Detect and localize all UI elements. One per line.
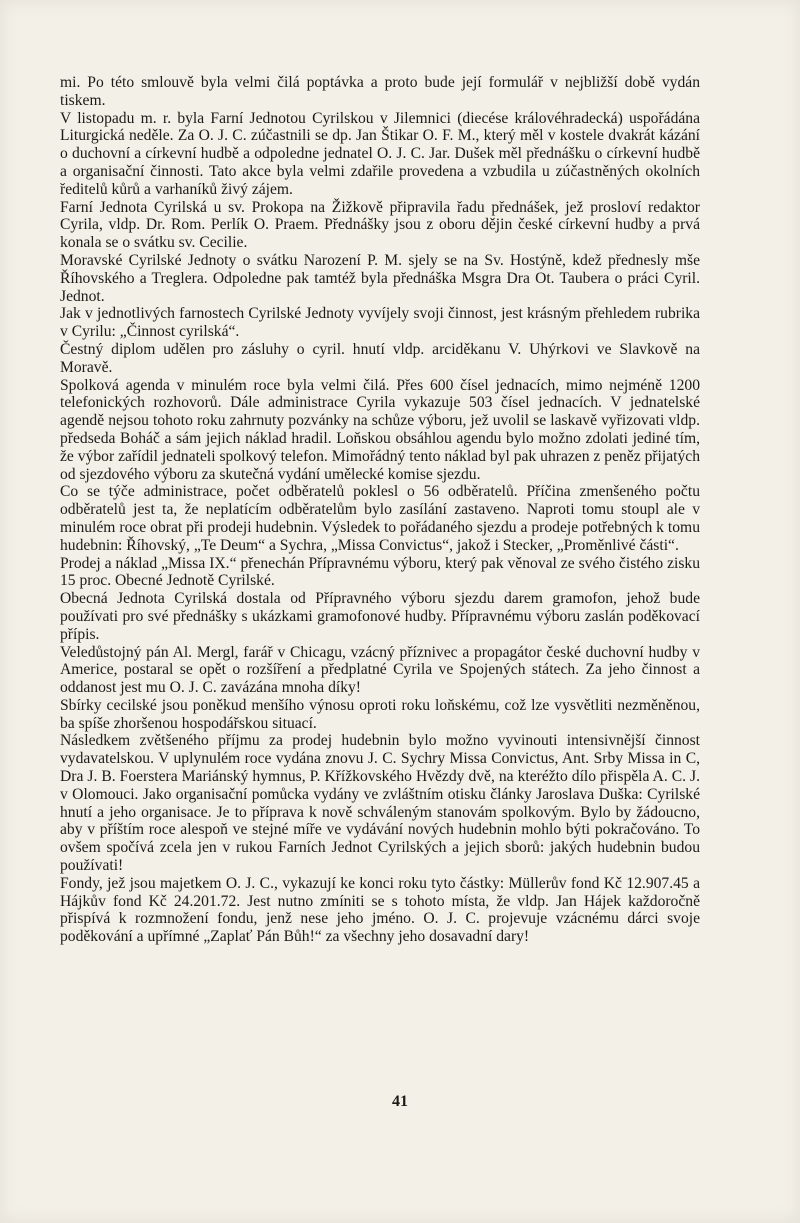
paragraph: Sbírky cecilské jsou poněkud menšího výnosu oproti roku loňskému, což lze vysvětliti nezměněnou, ba spíše zhoršenou hospodářskou situací. [60, 696, 700, 732]
paragraph: Obecná Jednota Cyrilská dostala od Přípravného výboru sjezdu darem gramofon, jehož bude používati pro své přednášky s ukázkami gramofonové hudby. Přípravnému výboru zaslán poděkovací přípis. [60, 590, 700, 643]
paragraph: mi. Po této smlouvě byla velmi čilá poptávka a proto bude její formulář v nejbližší době vydán tiskem. [60, 74, 700, 109]
paragraph: Spolková agenda v minulém roce byla velmi čilá. Přes 600 čísel jednacích, mimo nejméně 1200 telefonických rozhovorů. Dále administrace Cyrila vykazuje 503 čísel jednacích. V jednatelské agendě nejsou tohoto roku zahrnuty pozvánky na schůze výboru, jež uvolil se laskavě vyřizovati vldp. předseda Boháč a sám jejich náklad hradil. Loňskou obsáhlou agendu bylo možno zdolati jediné tím, že výbor zařídil jednateli spolkový telefon. Mimořádný tento náklad byl pak uhrazen z peněz přijatých od sjezdového výboru za skutečná vydání umělecké komise sjezdu. [60, 376, 700, 483]
paragraph: Co se týče administrace, počet odběratelů poklesl o 56 odběratelů. Příčina zmenšeného počtu odběratelů jest ta, že neplatícím odběratelům bylo zasílání zastaveno. Naproti tomu stoupl ale v minulém roce obrat při prodeji hudebnin. Výsledek to pořádaného sjezdu a prodeje potřebných k tomu hudebnin: Říhovský, „Te Deum“ a Sychra, „Missa Convictus“, jakož i Stecker, „Proměnlivé části“. [60, 483, 700, 554]
paragraph: Farní Jednota Cyrilská u sv. Prokopa na Žižkově připravila řadu přednášek, jež prosloví redaktor Cyrila, vldp. Dr. Rom. Perlík O. Praem. Přednášky jsou z oboru dějin české církevní hudby a prvá konala se o svátku sv. Cecilie. [60, 198, 700, 252]
paragraph: Fondy, jež jsou majetkem O. J. C., vykazují ke konci roku tyto částky: Müllerův fond Kč 12.907.45 a Hájkův fond Kč 24.201.72. Jest nutno zmíniti se s tohoto místa, že vldp. Jan Hájek každoročně přispívá k rozmnožení fondu, jenž nese jeho jméno. O. J. C. projevuje vzácnému dárci svoje poděkování a upřímné „Zaplať Pán Bůh!“ za všechny jeho dosavadní dary! [60, 874, 700, 946]
body-text [60, 74, 700, 946]
paragraph: Čestný diplom udělen pro zásluhy o cyril. hnutí vldp. arciděkanu V. Uhýrkovi ve Slavkově na Moravě. [60, 340, 700, 376]
paragraph: V listopadu m. r. byla Farní Jednotou Cyrilskou v Jilemnici (diecése královéhradecká) uspořádána Liturgická neděle. Za O. J. C. zúčastnili se dp. Jan Štikar O. F. M., který měl v kostele dvakrát kázání o duchovní a církevní hudbě a odpoledne jednatel O. J. C. Jar. Dušek měl přednášku o církevní hudbě a organisační činnosti. Tato akce byla velmi zdařile provedena a vzbudila u zúčastněných okolních ředitelů kůrů a varhaníků živý zájem. [60, 109, 700, 198]
paragraph: Moravské Cyrilské Jednoty o svátku Narození P. M. sjely se na Sv. Hostýně, kdež přednesly mše Říhovského a Treglera. Odpoledne pak tamtéž byla přednáška Msgra Dra Ot. Taubera o práci Cyril. Jednot. [60, 251, 700, 305]
paragraph: Následkem zvětšeného příjmu za prodej hudebnin bylo možno vyvinouti intensivnější činnost vydavatelskou. V uplynulém roce vydána znovu J. C. Sychry Missa Convictus, Ant. Srby Missa in C, Dra J. B. Foerstera Mariánský hymnus, P. Křížkovského Hvězdy dvě, na kteréžto dílo přispěla A. C. J. v Olomouci. Jako organisační pomůcka vydány ve zvláštním otisku články Jaroslava Duška: Cyrilské hnutí a jeho organisace. Je to příprava k nově schváleným stanovám spolkovým. Bylo by žádoucno, aby v příštím roce alespoň ve stejné míře ve vydávání nových hudebnin mohlo býti pokračováno. To ovšem spočívá zcela jen v rukou Farních Jednot Cyrilských a jejich sborů: jakých hudebnin budou používati! [60, 732, 700, 875]
paragraph: Jak v jednotlivých farnostech Cyrilské Jednoty vyvíjely svoji činnost, jest krásným přehledem rubrika v Cyrilu: „Činnost cyrilská“. [60, 305, 700, 341]
page-number: 41 [392, 1093, 408, 1110]
paragraph: Prodej a náklad „Missa IX.“ přenechán Přípravnému výboru, který pak věnoval ze svého čistého zisku 15 proc. Obecné Jednotě Cyrilské. [60, 554, 700, 590]
paragraph: Veledůstojný pán Al. Mergl, farář v Chicagu, vzácný příznivec a propagátor české duchovní hudby v Americe, postaral se opět o rozšíření a předplatné Cyrila ve Spojených státech. Za jeho činnost a oddanost jest mu O. J. C. zavázána mnoha díky! [60, 643, 700, 697]
